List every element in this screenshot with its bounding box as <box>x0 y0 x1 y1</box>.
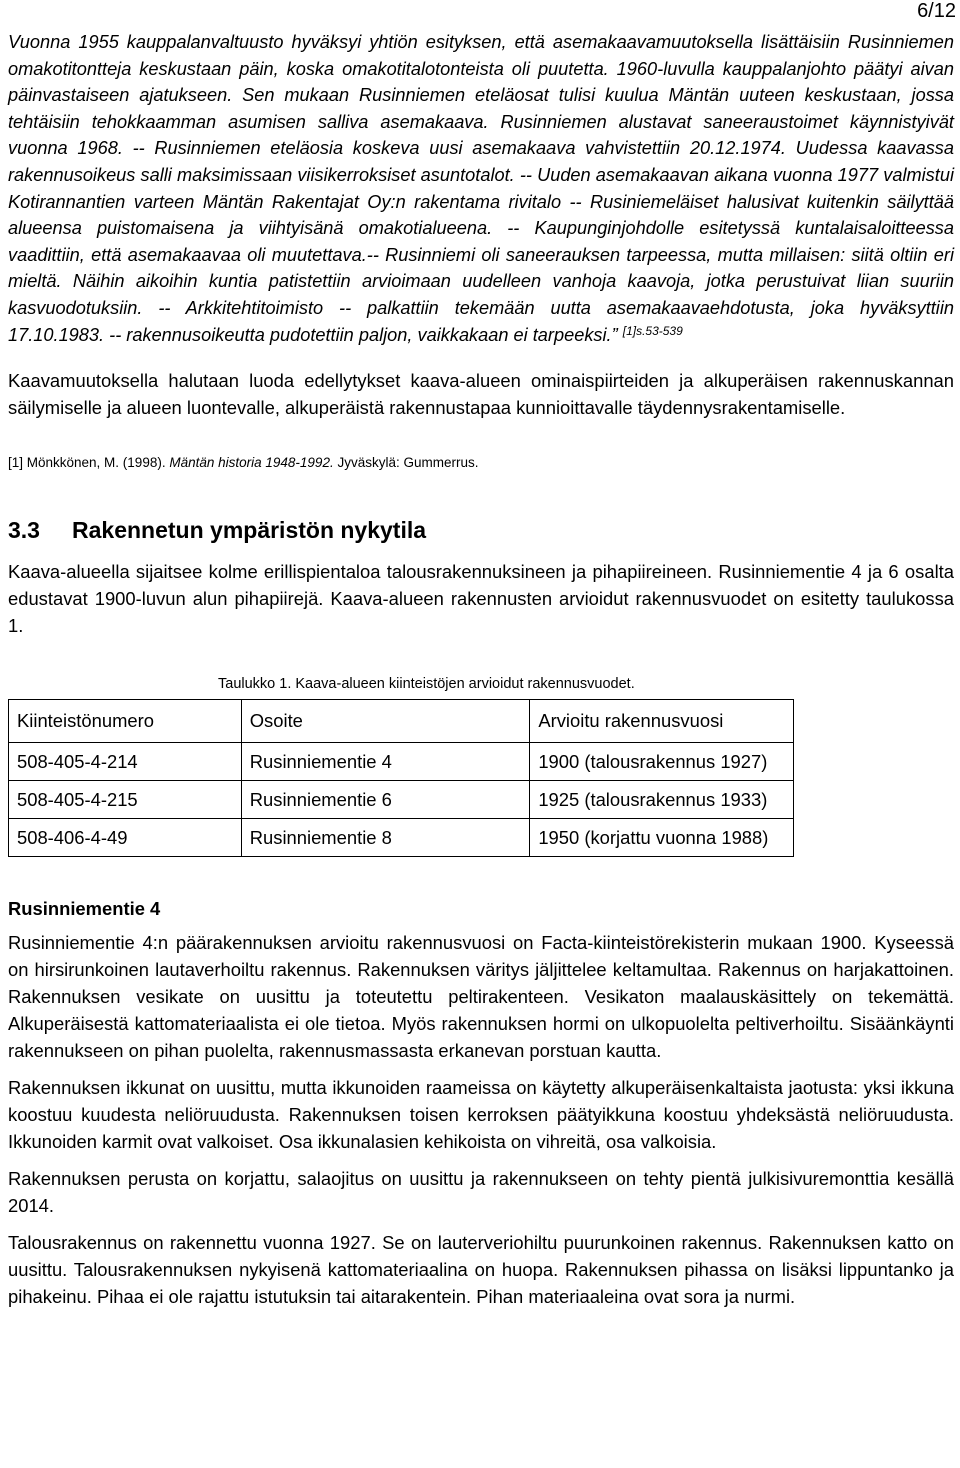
subsection-paragraph: Rakennuksen perusta on korjattu, salaojitus on uusittu ja rakennukseen on tehty pientä julkisivuremonttia kesällä 2014. <box>8 1168 954 1217</box>
table-cell: Rusinniementie 8 <box>241 819 530 857</box>
section-intro: Kaava-alueella sijaitsee kolme erillispientaloa talousrakennuksineen ja pihapiireineen. Rusinniementie 4 ja 6 osalta edustavat 1900-luvun alun pihapiirejä. Kaava-alueen rakennusten arvioidut rakennusvuodet on esitetty taulukossa 1. <box>8 561 954 637</box>
table-row <box>9 819 794 857</box>
table-caption: Taulukko 1. Kaava-alueen kiinteistöjen arvioidut rakennusvuodet. <box>218 676 635 693</box>
subsection-paragraph: Talousrakennus on rakennettu vuonna 1927. Se on lauterveriohiltu puurunkoinen rakennus. Rakennuksen katto on uusittu. Talousrakennuksen nykyisenä kattomateriaalina on huopa. Rakennuksen pihassa on lisäksi lippuntanko ja pihakeinu. Pihaa ei ole rajattu istutuksin tai aitarakentein. Pihan materiaaleina ovat sora ja nurmi. <box>8 1232 954 1308</box>
table-cell: Rusinniementie 6 <box>241 781 530 819</box>
table-header-cell: Arvioitu rakennusvuosi <box>530 700 794 743</box>
quote-citation: [1]s.53-539 <box>622 323 683 338</box>
table-header-cell: Osoite <box>241 700 530 743</box>
table-cell: 1950 (korjattu vuonna 1988) <box>530 819 794 857</box>
table-cell: 508-405-4-215 <box>9 781 242 819</box>
quote-text: Vuonna 1955 kauppalanvaltuusto hyväksyi yhtiön esityksen, että asemakaavamuutoksella lisättäisiin Rusinniemen omakotitontteja keskustaan päin, koska omakotitalotonteista oli puutetta. 1960-luvulla kauppalanjohto päätyi aivan päinvastaiseen ajatukseen. Sen mukaan Rusinniemen eteläosat tulisi kuulua Mäntän uuteen keskustaan, jossa tehtäisiin tehokkaamman asumisen salliva asemakaava. Rusinniemen alustavat saneeraustoimet käynnistyivät vuonna 1968. -- Rusinniemen eteläosia koskeva uusi asemakaava vahvistettiin 20.12.1974. Uudessa kaavassa rakennusoikeus salli maksimissaan viisikerroksiset asuntotalot. -- Uuden asemakaavan aikana vuonna 1977 valmistui Kotirannantien varteen Mäntän Rakentajat Oy:n rakentama rivitalo -- Rusiniemeläiset halusivat kuitenkin säilyttää alueensa puistomaisena ja viihtyisänä omakotialueena. -- Kaupunginjohdolle esitetyssä kuntalaisaloitteessa vaadittiin, että asemakaavaa oli muutettava.-- Rusinniemi oli saneerauksen tarpeessa, mutta millaisen: siitä oltiin eri mieltä. Näihin aikoihin kuntia patistettiin arvioimaan uudelleen vanhoja kaavoja, jotka perustuivat liian suuriin kasvuodotuksiin. -- Arkkitehtitoimisto -- palkattiin tekemään uutta asemakaavaehdotusta, joka hyväksyttiin 17.10.1983. -- rakennusoikeutta pudotettiin paljon, vaikkakaan ei tarpeeksi. <box>8 32 954 345</box>
document-body <box>8 29 954 1310</box>
section-number: 3.3 <box>8 517 40 544</box>
reference-suffix: Jyväskylä: Gummerrus. <box>337 455 479 471</box>
table-cell: 508-406-4-49 <box>9 819 242 857</box>
table-row <box>9 743 794 781</box>
reference-footnote <box>8 454 954 472</box>
table-row <box>9 781 794 819</box>
table-header-cell: Kiinteistönumero <box>9 700 242 743</box>
reference-title: Mäntän historia 1948-1992. <box>169 455 334 471</box>
historical-quote <box>8 29 954 348</box>
table-cell: 508-405-4-214 <box>9 743 242 781</box>
table-cell: Rusinniementie 4 <box>241 743 530 781</box>
section-heading <box>8 516 954 544</box>
subsection-heading: Rusinniementie 4 <box>8 898 161 920</box>
subsection-paragraph: Rakennuksen ikkunat on uusittu, mutta ikkunoiden raameissa on käytetty alkuperäisenkaltaista jaotusta: yksi ikkuna koostuu kuudesta neliöruudusta. Rakennuksen toisen kerroksen päätyikkuna koostuu yhdeksästä neliöruudusta. Ikkunoiden karmit ovat valkoiset. Osa ikkunalasien kehikoista on vihreitä, osa valkoisia. <box>8 1077 954 1153</box>
section-title: Rakennetun ympäristön nykytila <box>72 517 427 544</box>
reference-prefix: [1] Mönkkönen, M. (1998). <box>8 455 166 471</box>
intent-paragraph: Kaavamuutoksella halutaan luoda edellytykset kaava-alueen ominaispiirteiden ja alkuperäisen rakennuskannan säilymiselle ja alueen luontevalle, alkuperäistä rakennustapaa kunnioittavalle täydennysrakentamiselle. <box>8 370 954 419</box>
quote-closing-mark: ” <box>611 324 618 345</box>
page-number: 6/12 <box>917 0 956 22</box>
subsection-paragraph: Rusinniementie 4:n päärakennuksen arvioitu rakennusvuosi on Facta-kiinteistörekisterin mukaan 1900. Kyseessä on hirsirunkoinen lautaverhoiltu rakennus. Rakennuksen väritys jäljittelee keltamultaa. Rakennus on harjakattoinen. Rakennuksen vesikate on uusittu ja toteutettu peltirakenteen. Vesikaton maalauskäsittely on tekemättä. Alkuperäisestä kattomateriaalista ei ole tietoa. Myös rakennuksen hormi on ulkopuolelta peltiverhoiltu. Sisäänkäynti rakennukseen on pihan puolelta, rakennusmassasta erkanevan porstuan kautta. <box>8 932 954 1062</box>
table-cell: 1925 (talousrakennus 1933) <box>530 781 794 819</box>
table-header-row <box>9 700 794 743</box>
building-year-table <box>8 699 794 857</box>
table-cell: 1900 (talousrakennus 1927) <box>530 743 794 781</box>
